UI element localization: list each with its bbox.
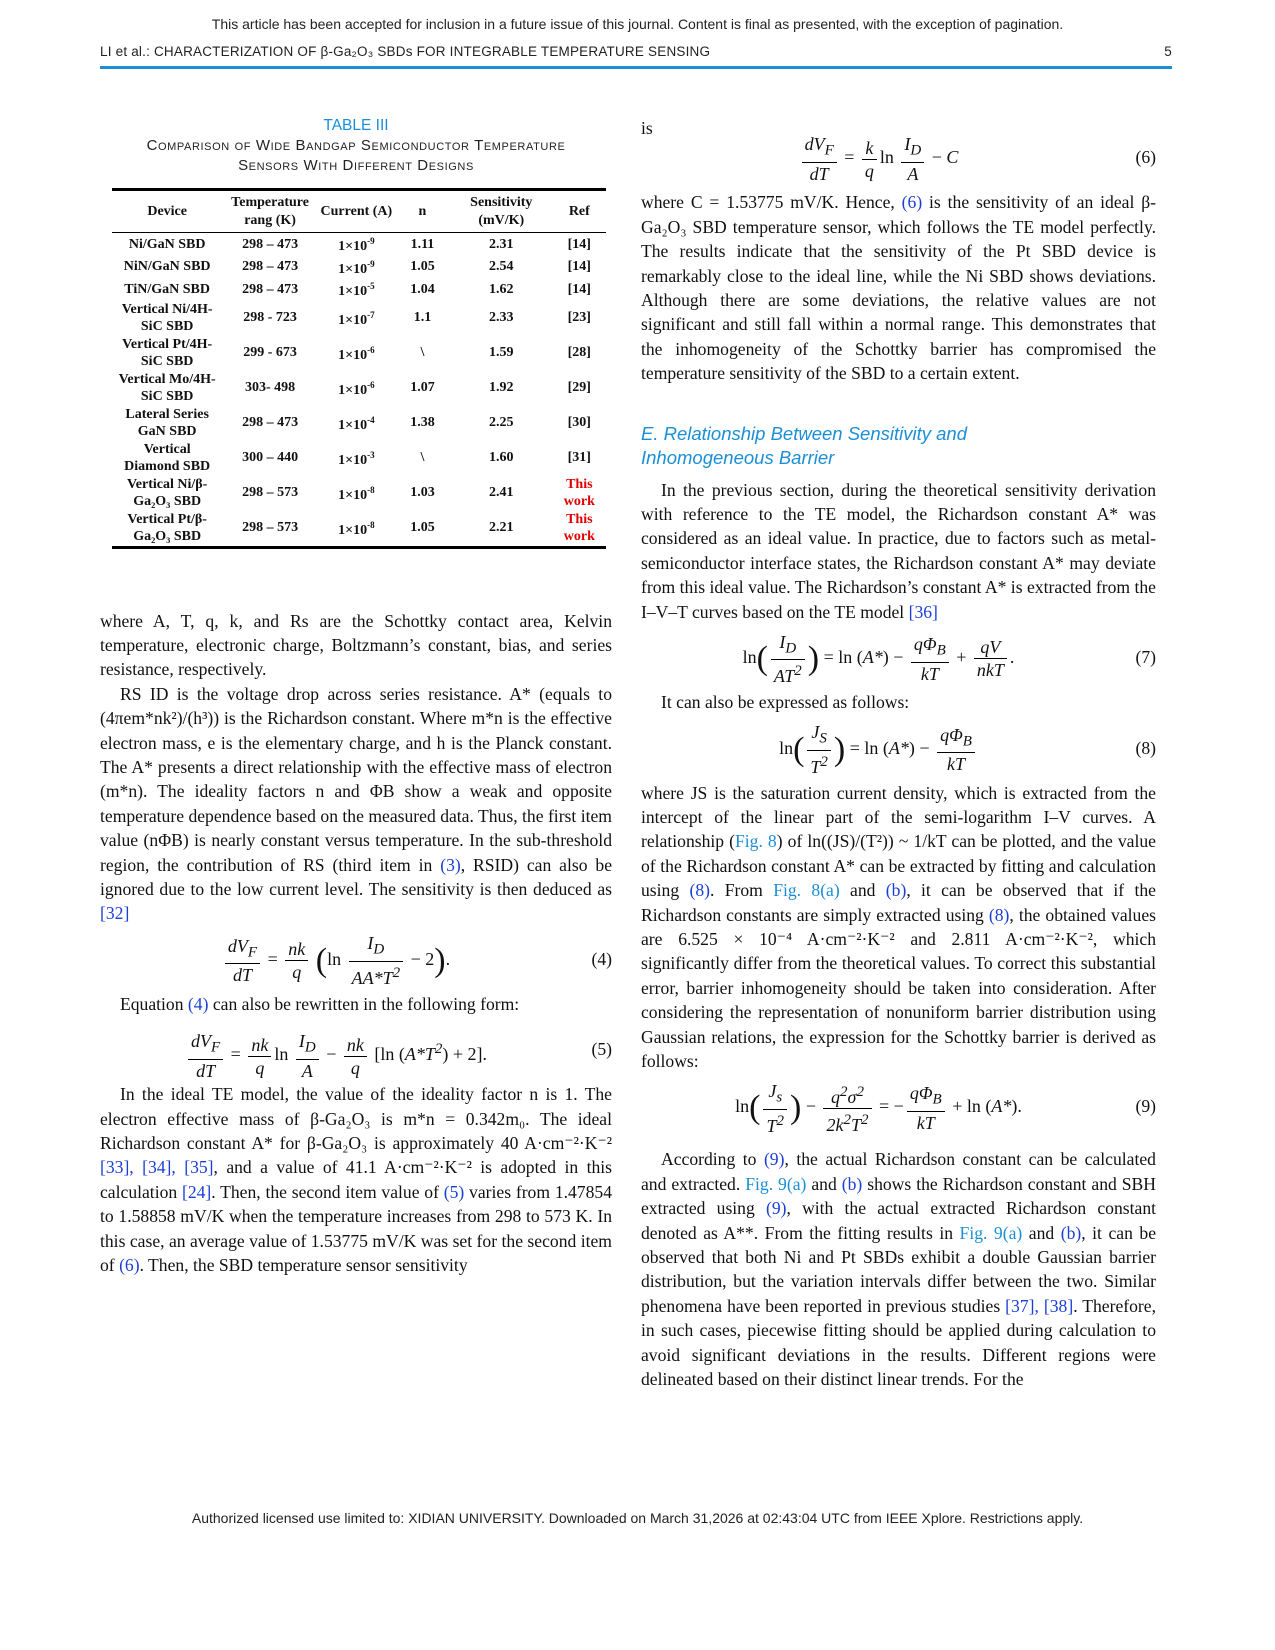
running-header	[100, 44, 1172, 59]
paragraph: According to (9), the actual Richardson constant can be calculated and extracted. Fig. 9(a) and (b) shows the Richardson constant and SBH extracted using (9), with the actual extracted Richardson constant denoted as A**. From the fitting results in Fig. 9(a) and (b), it can be observed that both Ni and Pt SBDs exhibit a double Gaussian barrier distribution, but the variation intervals differ between the two. Similar phenomena have been reported in previous studies [37], [38]. Therefore, in such cases, piecewise fitting should be applied during calculation to avoid significant deviations in the results. Different regions were delineated based on their distinct linear trends. For the	[641, 1149, 1157, 1390]
citation-link[interactable]: [33], [34], [35]	[100, 1157, 214, 1178]
equation-number: (8)	[1135, 737, 1156, 758]
figure-link[interactable]: Fig. 9(a)	[745, 1173, 807, 1194]
cell-temperature-range: 298 – 573	[242, 520, 299, 536]
cell-n: 1.11	[410, 236, 435, 252]
equation-link[interactable]: (9)	[765, 1198, 787, 1219]
cell-device: Ni/GaN SBD	[128, 236, 206, 252]
equation-link[interactable]: (8)	[988, 904, 1010, 925]
figure-link[interactable]: (b)	[841, 1173, 863, 1194]
equation-9: ln( $\frac{J_s}{T^2}$ ) − $\frac{q^2\sigma^2}{2k^2T^2}$ = − $\frac{q\Phi_B}{kT}$ + ln (A*). (9)	[641, 1075, 1156, 1137]
figure-link[interactable]: Fig. 9(a)	[959, 1222, 1023, 1243]
equation-link[interactable]: (5)	[443, 1181, 465, 1202]
paragraph: In the ideal TE model, the value of the ideality factor n is 1. The electron effective mass of β-Ga₂O₃ is m*n = 0.342m₀. The ideal Richardson constant A* for β-Ga₂O₃ is approximately 40 A·cm⁻²·K⁻² [33], [34], [35], and a value of 41.1 A·cm⁻²·K⁻² is adopted in this calculation [24]. Then, the second item value of (5) varies from 1.47854 to 1.58858 mV/K when the temperature increases from 298 to 573 K. In this case, an average value of 1.53775 mV/K was set for the second item of (6). Then, the SBD temperature sensor sensitivity	[100, 1084, 612, 1276]
paragraph: RS ID is the voltage drop across series resistance. A* (equals to (4πem*nk²)/(h³)) is the Richardson constant. Where m*n is the effective electron mass, e is the elementary charge, and h is the Planck constant. The A* presents a direct relationship with the effective mass of electron (m*n). The ideality factors n and ΦB show a weak and opposite temperature dependence based on the measured data. Thus, the first item value (nΦB) is nearly constant versus temperature. In the sub-threshold region, the contribution of RS (third item in (3), RSID) can also be ignored due to the low current level. The sensitivity is then deduced as [32]	[100, 683, 613, 924]
cell-current: $1\times 10^{-3}$	[338, 449, 375, 468]
cell-n: 1.05	[410, 259, 435, 274]
license-footer: Authorized licensed use limited to: XIDIAN UNIVERSITY. Downloaded on March 31,2026 at 02:43:04 UTC from IEEE Xplore. Restrictions apply.	[191, 1510, 1084, 1526]
cell-ref: This work	[563, 511, 595, 544]
cell-device: Lateral Series GaN SBD	[125, 406, 209, 439]
equation-5: $\frac{dV_F}{dT}$ = $\frac{nk}{q}$ ln $\frac{I_D}{A}$ − $\frac{nk}{q}$ [ln $(A*T^2) + 2$]. (5)	[100, 1018, 612, 1080]
cell-device: Vertical Ni/4H-SiC SBD	[121, 301, 213, 334]
table-row	[112, 336, 606, 371]
col-header-ref: Ref	[568, 203, 590, 219]
paragraph: where C = 1.53775 mV/K. Hence, (6) is the sensitivity of an ideal β-Ga₂O₃ SBD temperature sensor, which follows the TE model perfectly. The results indicate that the sensitivity of the Pt SBD device is remarkably close to the ideal line, while the Ni SBD shows deviations. Although there are some deviations, the relative values are not significant and still fall within a normal range. This demonstrates that the inhomogeneity of the Schottky barrier has compromised the temperature sensitivity of the SBD to a certain extent.	[641, 192, 1156, 384]
table-row	[112, 371, 606, 406]
cell-ref: [14]	[567, 281, 591, 297]
figure-link[interactable]: Fig. 8(a)	[773, 880, 840, 901]
paragraph: It can also be expressed as follows:	[661, 692, 910, 713]
figure-link[interactable]: (b)	[885, 880, 907, 901]
equation-6: $\frac{dV_F}{dT}$ = $\frac{k}{q}$ ln $\frac{I_D}{A}$ − C (6)	[641, 126, 1156, 188]
cell-current: $1\times 10^{-7}$	[338, 309, 375, 328]
cell-ref: [31]	[567, 450, 591, 466]
cell-ref: [29]	[567, 380, 591, 396]
cell-device: Vertical Ni/β-Ga₂O₃ SBD	[126, 476, 208, 509]
table-row	[112, 406, 606, 441]
table-row	[112, 511, 606, 548]
equation-number: (5)	[591, 1039, 612, 1060]
left-column	[100, 116, 612, 1277]
cell-sensitivity: 2.25	[489, 415, 514, 431]
citation-link[interactable]: [24]	[181, 1181, 212, 1202]
cell-temperature-range: 298 – 473	[242, 281, 299, 297]
equation-number: (7)	[1135, 647, 1156, 668]
equation-number: (6)	[1135, 147, 1156, 168]
cell-n: 1.03	[410, 485, 435, 501]
col-header-sensitivity: Sensitivity (mV/K)	[470, 195, 533, 228]
equation-4: $\frac{dV_F}{dT}$ = $\frac{nk}{q}$ (ln $\frac{I_D}{AA*T^2}$ − 2). (4)	[100, 928, 612, 990]
cell-temperature-range: 298 – 473	[242, 415, 299, 431]
cell-temperature-range: 298 - 723	[243, 310, 297, 326]
citation-link[interactable]: [37], [38]	[1005, 1295, 1074, 1316]
cell-current: $1\times 10^{-8}$	[338, 519, 375, 538]
cell-ref: [14]	[567, 259, 591, 274]
cell-sensitivity: 2.41	[489, 485, 514, 501]
table-row	[112, 233, 606, 256]
cell-temperature-range: 300 – 440	[242, 450, 299, 466]
table-caption-line1: Comparison of Wide Bandgap Semiconductor Temperature	[146, 137, 566, 154]
cell-temperature-range: 298 – 473	[242, 236, 299, 252]
cell-n: 1.04	[410, 281, 435, 297]
cell-n: 1.07	[410, 380, 435, 396]
cell-temperature-range: 298 – 573	[242, 485, 299, 501]
figure-link[interactable]: Fig. 8	[735, 831, 777, 852]
cell-current: $1\times 10^{-9}$	[338, 258, 375, 277]
cell-sensitivity: 2.54	[489, 259, 514, 274]
col-header-device: Device	[147, 203, 187, 219]
table-caption-line2: Sensors With Different Designs	[238, 157, 474, 174]
cell-sensitivity: 1.62	[489, 281, 514, 297]
cell-device: NiN/GaN SBD	[123, 259, 211, 274]
cell-current: $1\times 10^{-6}$	[338, 344, 375, 363]
cell-current: $1\times 10^{-9}$	[338, 236, 375, 254]
cell-ref: [30]	[567, 415, 591, 431]
lead-word: is	[641, 118, 653, 138]
table-row	[112, 441, 606, 476]
equation-7: ln( $\frac{I_D}{AT^2}$ ) = ln (A*) − $\frac{q\Phi_B}{kT}$ + $\frac{qV}{\text{nkT}}$ . (7)	[641, 626, 1156, 688]
table-row	[112, 256, 606, 279]
cell-n: 1.05	[410, 520, 435, 536]
cell-temperature-range: 303- 498	[244, 380, 296, 396]
col-header-temperature: Temperature rang (K)	[231, 195, 309, 228]
cell-ref: [28]	[567, 345, 591, 361]
cell-sensitivity: 1.59	[489, 345, 514, 361]
cell-n: 1.38	[410, 415, 435, 431]
table-row	[112, 476, 606, 511]
page-number: 5	[1164, 44, 1172, 59]
col-header-n: n	[418, 203, 427, 219]
cell-n: \	[420, 450, 425, 466]
equation-number: (4)	[591, 948, 612, 969]
cell-device: TiN/GaN SBD	[124, 281, 211, 297]
cell-device: Vertical Pt/4H-SiC SBD	[122, 336, 213, 369]
equation-link[interactable]: (3)	[440, 854, 461, 875]
equation-8: ln( $\frac{J_S}{T^2}$ ) = ln (A*) − $\frac{q\Phi_B}{kT}$ (8)	[641, 717, 1156, 779]
citation-link[interactable]: [32]	[100, 903, 130, 924]
col-header-current: Current (A)	[320, 203, 393, 219]
cell-sensitivity: 1.60	[489, 450, 514, 466]
equation-link[interactable]: (4)	[187, 993, 209, 1014]
cell-sensitivity: 2.31	[489, 236, 514, 252]
header-rule	[100, 66, 1172, 69]
cell-ref: [23]	[567, 310, 591, 326]
cell-temperature-range: 299 - 673	[243, 345, 297, 361]
paragraph: In the previous section, during the theoretical sensitivity derivation with reference to the TE model, the Richardson constant A* was considered as an ideal value. In practice, due to factors such as metal-semiconductor interface states, the Richardson constant A* may deviate from this ideal value. The Richardson’s constant A* is extracted from the I–V–T curves based on the TE model [36]	[641, 479, 1156, 622]
cell-ref: [14]	[567, 236, 591, 252]
cell-device: Vertical Diamond SBD	[124, 441, 211, 474]
running-title: LI et al.: CHARACTERIZATION OF β-Ga₂O₃ SBDs FOR INTEGRABLE TEMPERATURE SENSING	[100, 44, 711, 59]
cell-current: $1\times 10^{-4}$	[338, 414, 375, 433]
paragraph: where A, T, q, k, and Rs are the Schottky contact area, Kelvin temperature, electronic charge, Boltzmann’s constant, bias, and series resistance, respectively.	[100, 610, 612, 680]
section-heading: E. Relationship Between Sensitivity and Inhomogeneous Barrier	[641, 422, 967, 468]
equation-link[interactable]: (6)	[901, 192, 923, 213]
acceptance-notice: This article has been accepted for inclusion in a future issue of this journal. Content is final as presented, with the exception of pagination.	[211, 16, 1064, 32]
table-row	[112, 301, 606, 336]
comparison-table	[112, 188, 606, 549]
equation-link[interactable]: (9)	[763, 1149, 785, 1170]
cell-current: $1\times 10^{-6}$	[338, 379, 375, 398]
table-header-row	[112, 190, 606, 233]
cell-ref: This work	[563, 476, 595, 509]
cell-current: $1\times 10^{-5}$	[338, 281, 375, 299]
paragraph: Equation (4) can also be rewritten in the following form:	[120, 993, 520, 1014]
figure-link[interactable]: (b)	[1060, 1222, 1082, 1243]
equation-link[interactable]: (8)	[689, 880, 710, 901]
cell-n: \	[420, 345, 425, 361]
cell-sensitivity: 1.92	[489, 380, 514, 396]
cell-device: Vertical Mo/4H-SiC SBD	[118, 371, 216, 404]
cell-sensitivity: 2.21	[489, 520, 514, 536]
table-row	[112, 278, 606, 301]
cell-n: 1.1	[413, 310, 432, 326]
equation-number: (9)	[1135, 1096, 1156, 1117]
cell-current: $1\times 10^{-8}$	[338, 484, 375, 503]
table-label: TABLE III	[323, 117, 389, 134]
citation-link[interactable]: [36]	[908, 601, 938, 622]
cell-sensitivity: 2.33	[489, 310, 514, 326]
equation-link[interactable]: (6)	[119, 1255, 140, 1276]
cell-temperature-range: 298 – 473	[242, 259, 299, 274]
cell-device: Vertical Pt/β-Ga₂O₃ SBD	[127, 511, 207, 544]
paragraph: where JS is the saturation current density, which is extracted from the intercept of the linear part of the semi-logarithm I–V curves. A relationship (Fig. 8) of ln((JS)/(T²)) ~ 1/kT can be plotted, and the value of the Richardson constant A* can be extracted by fitting and calculation using (8). From Fig. 8(a) and (b), it can be observed that if the Richardson constants are simply extracted using (8), the obtained values are 6.525 × 10⁻⁴ A·cm⁻²·K⁻² and 2.811 A·cm⁻²·K⁻², which significantly differ from the theoretical values. To correct this substantial error, barrier inhomogeneity should be taken into consideration. After considering the representation of nonuniform barrier distribution using Gaussian relations, the expression for the Schottky barrier is derived as follows:	[641, 782, 1156, 1071]
right-column	[641, 116, 1156, 1391]
